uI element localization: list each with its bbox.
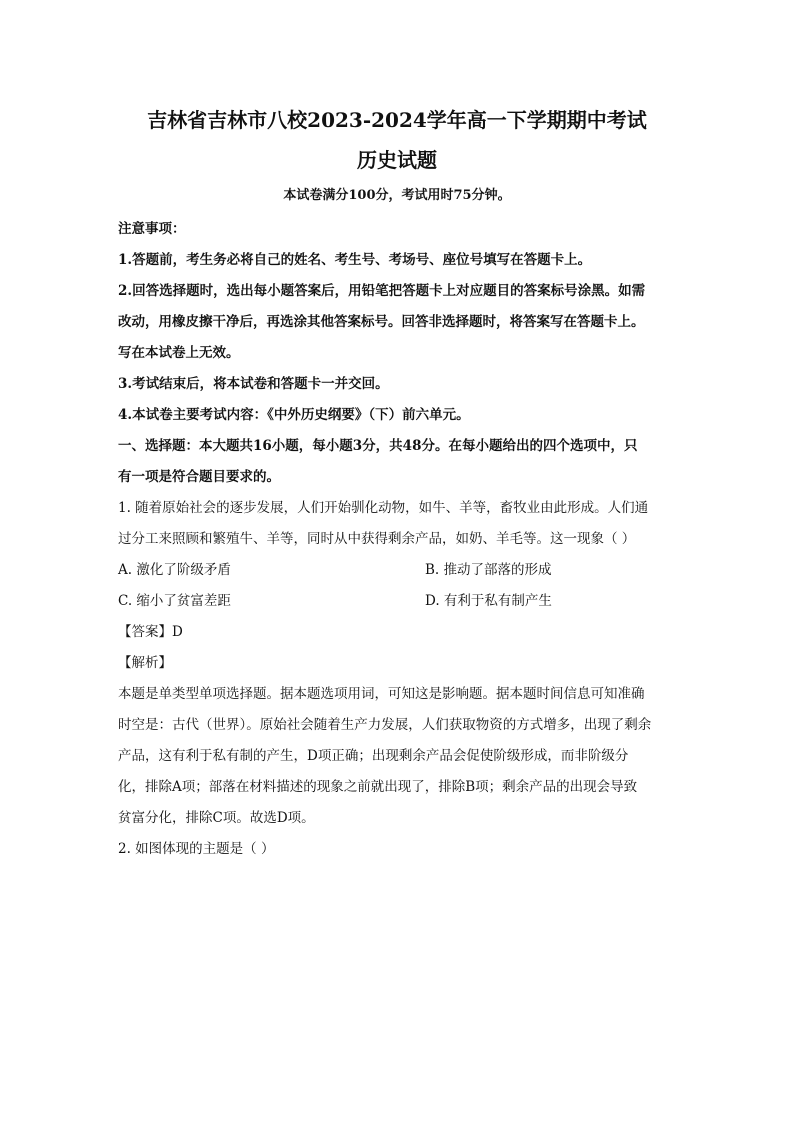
question-stem: 1. 随着原始社会的逐步发展，人们开始驯化动物，如牛、羊等，畜牧业由此形成。人们通 bbox=[118, 500, 649, 516]
exam-title: 吉林省吉林市八校2023-2024学年高一下学期期中考试 bbox=[147, 108, 647, 132]
notice-item: 2.回答选择题时，选出每小题答案后，用铅笔把答题卡上对应题目的答案标号涂黑。如需 bbox=[118, 283, 646, 299]
option-c: C. 缩小了贫富差距 bbox=[118, 593, 231, 609]
answer: 【答案】D bbox=[118, 624, 183, 640]
analysis-line: 贫富分化，排除C项。故选D项。 bbox=[118, 810, 315, 826]
question-stem: 2. 如图体现的主题是（ ） bbox=[118, 841, 275, 857]
section-heading bbox=[118, 431, 676, 493]
exam-info: 本试卷满分100分，考试用时75分钟。 bbox=[283, 188, 511, 203]
analysis-line: 本题是单类型单项选择题。据本题选项用词，可知这是影响题。据本题时间信息可知准确 bbox=[118, 686, 645, 702]
analysis-line: 产品，这有利于私有制的产生，D项正确；出现剩余产品会促使阶级形成，而非阶级分 bbox=[118, 748, 629, 764]
section-heading-line: 一、选择题：本大题共16小题，每小题3分，共48分。在每小题给出的四个选项中，只 bbox=[118, 438, 638, 454]
question-options bbox=[118, 555, 676, 617]
exam-subject-title: 历史试题 bbox=[357, 148, 437, 172]
notice-item: 写在本试卷上无效。 bbox=[118, 345, 240, 361]
question-1 bbox=[118, 493, 676, 834]
notice-heading: 注意事项： bbox=[118, 221, 186, 237]
question-2 bbox=[118, 834, 676, 865]
notice-item: 4.本试卷主要考试内容：《中外历史纲要》（下）前六单元。 bbox=[118, 407, 470, 423]
question-stem: 过分工来照顾和繁殖牛、羊等，同时从中获得剩余产品，如奶、羊毛等。这一现象（ ） bbox=[118, 531, 636, 547]
analysis-line: 化，排除A项；部落在材料描述的现象之前就出现了，排除B项；剩余产品的出现会导致 bbox=[118, 779, 638, 795]
analysis-line: 时空是：古代（世界）。原始社会随着生产力发展，人们获取物资的方式增多，出现了剩余 bbox=[118, 717, 652, 733]
notice-item: 1.答题前，考生务必将自己的姓名、考生号、考场号、座位号填写在答题卡上。 bbox=[118, 252, 592, 268]
option-d: D. 有利于私有制产生 bbox=[425, 593, 552, 609]
section-heading-line: 有一项是符合题目要求的。 bbox=[118, 469, 280, 485]
notice-block bbox=[118, 214, 676, 431]
notice-item: 3.考试结束后，将本试卷和答题卡一并交回。 bbox=[118, 376, 389, 392]
option-b: B. 推动了部落的形成 bbox=[425, 562, 552, 578]
analysis-heading: 【解析】 bbox=[118, 655, 172, 671]
option-a: A. 激化了阶级矛盾 bbox=[118, 562, 231, 578]
notice-item: 改动，用橡皮擦干净后，再选涂其他答案标号。回答非选择题时，将答案写在答题卡上。 bbox=[118, 314, 645, 330]
